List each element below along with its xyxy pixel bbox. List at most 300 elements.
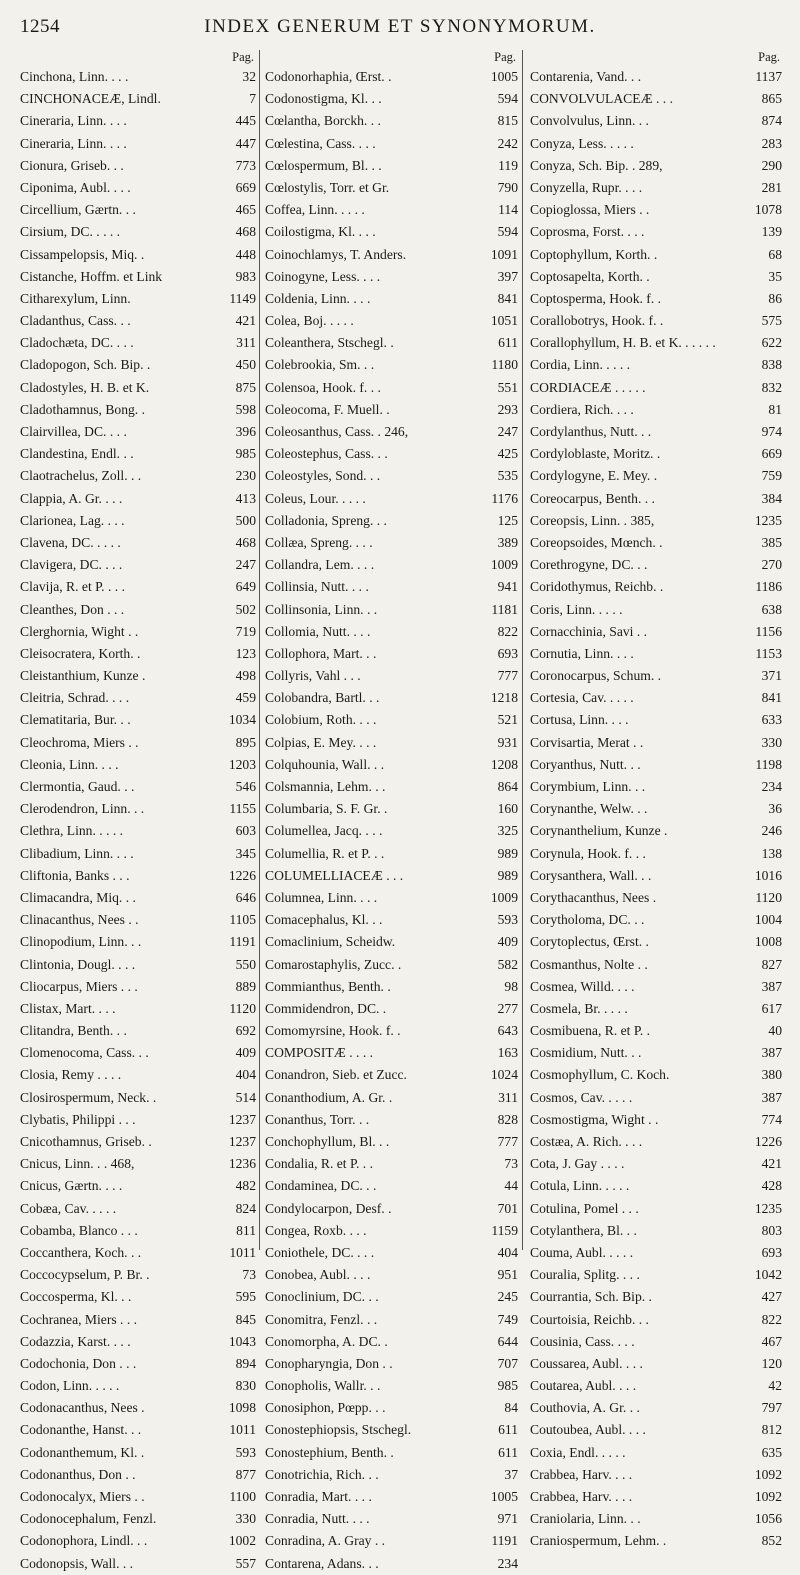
index-entry — [265, 665, 518, 687]
page-reference: 707 — [497, 1355, 518, 1371]
page-reference: 397 — [497, 268, 518, 284]
index-entry — [530, 732, 782, 754]
index-entry — [20, 1530, 256, 1552]
genus-name: Clinopodium, Linn. . . — [20, 934, 142, 950]
index-entry — [265, 576, 518, 598]
index-entry — [265, 421, 518, 443]
page-reference: 283 — [761, 135, 782, 151]
index-entry — [20, 66, 256, 88]
index-entry — [530, 110, 782, 132]
index-entry — [20, 221, 256, 243]
genus-name: Climacandra, Miq. . . — [20, 889, 136, 905]
page-reference: 163 — [497, 1045, 518, 1061]
page-reference: 73 — [242, 1267, 256, 1283]
genus-name: Cotulina, Pomel . . . — [530, 1200, 639, 1216]
genus-name: Colobium, Roth. . . . — [265, 712, 377, 728]
page-reference: 852 — [761, 1533, 782, 1549]
genus-name: Cosmophyllum, C. Koch. — [530, 1067, 670, 1083]
page-reference: 1180 — [491, 357, 518, 373]
index-entry — [265, 1087, 518, 1109]
index-entry — [265, 1198, 518, 1220]
page-reference: 68 — [768, 246, 782, 262]
page-reference: 827 — [761, 956, 782, 972]
page-reference: 1051 — [490, 313, 518, 329]
index-entry — [20, 998, 256, 1020]
genus-name: Coreocarpus, Benth. . . — [530, 490, 655, 506]
page-reference: 396 — [235, 424, 256, 439]
genus-name: Comacephalus, Kl. . . — [265, 912, 383, 928]
page-reference: 409 — [235, 1045, 256, 1061]
index-entry — [265, 354, 518, 376]
index-entry — [530, 288, 782, 310]
genus-name: Cornacchinia, Savi . . — [530, 623, 648, 639]
page-reference: 387 — [761, 1089, 782, 1105]
genus-name: Conchophyllum, Bl. . . — [265, 1134, 390, 1149]
page-reference: 498 — [235, 668, 256, 684]
genus-name: CINCHONACEÆ, Lindl. — [20, 91, 161, 107]
page-reference: 125 — [497, 512, 518, 528]
genus-name: Corallobotrys, Hook. f. . — [530, 313, 664, 329]
page-reference: 114 — [498, 202, 518, 218]
genus-name: Cœlostylis, Torr. et Gr. — [265, 179, 390, 195]
index-entry — [20, 1508, 256, 1530]
index-entry — [530, 776, 782, 798]
column-divider — [522, 50, 523, 1250]
genus-name: Columellia, R. et P. . . — [265, 845, 385, 861]
index-entry — [20, 732, 256, 754]
index-entry — [265, 1353, 518, 1375]
page-reference: 1226 — [754, 1134, 782, 1149]
page-reference: 822 — [761, 1311, 782, 1327]
index-entry — [265, 931, 518, 953]
index-entry — [530, 1309, 782, 1331]
page-reference: 293 — [497, 401, 518, 417]
page-reference: 425 — [497, 446, 518, 462]
page-reference: 773 — [235, 157, 256, 173]
index-entry — [20, 1442, 256, 1464]
page-reference: 1120 — [755, 889, 782, 905]
index-entry — [265, 532, 518, 554]
genus-name: Coreopsis, Linn. . 385, — [530, 512, 655, 528]
page-reference: 468 — [235, 224, 256, 240]
column-header — [20, 50, 256, 66]
page-reference: 123 — [235, 645, 256, 661]
page-reference: 1218 — [490, 690, 518, 706]
page-reference: 1186 — [755, 579, 782, 595]
page-reference: 428 — [761, 1178, 782, 1194]
genus-name: Cosmostigma, Wight . . — [530, 1111, 659, 1127]
page-reference: 35 — [768, 268, 782, 284]
page-reference: 1002 — [228, 1533, 256, 1549]
page-reference: 1153 — [755, 645, 782, 661]
genus-name: Condalia, R. et P. . . — [265, 1156, 373, 1172]
genus-name: Corallophyllum, H. B. et K. . . . . . — [530, 335, 716, 351]
index-entry — [530, 687, 782, 709]
genus-name: Cirsium, DC. . . . . — [20, 224, 121, 240]
index-entry — [530, 1198, 782, 1220]
page-reference: 951 — [497, 1267, 518, 1283]
page-reference: 803 — [761, 1222, 782, 1238]
page-reference: 1208 — [490, 756, 518, 772]
index-entry — [265, 1331, 518, 1353]
index-entry — [530, 1419, 782, 1441]
page-reference: 468 — [235, 534, 256, 550]
page-reference: 119 — [498, 157, 518, 173]
page-reference: 546 — [235, 779, 256, 794]
genus-name: Cineraria, Linn. . . . — [20, 113, 127, 129]
column-divider — [259, 50, 260, 1250]
genus-name: Clavigera, DC. . . . — [20, 557, 123, 573]
index-entry — [265, 1375, 518, 1397]
page-reference: 290 — [761, 157, 782, 173]
page-reference: 812 — [761, 1422, 782, 1438]
page-reference: 270 — [761, 557, 782, 573]
genus-name: Conopharyngia, Don . . — [265, 1355, 393, 1371]
genus-name: Coris, Linn. . . . . — [530, 601, 623, 617]
index-entry — [20, 1553, 256, 1575]
genus-name: Corethrogyne, DC. . . — [530, 557, 648, 573]
genus-name: Contarenia, Vand. . . — [530, 69, 642, 84]
genus-name: Couthovia, A. Gr. . . — [530, 1400, 640, 1416]
index-entry — [530, 843, 782, 865]
index-entry — [530, 820, 782, 842]
genus-name: Costæa, A. Rich. . . . — [530, 1134, 643, 1149]
index-entry — [20, 399, 256, 421]
page-reference: 622 — [761, 335, 782, 351]
genus-name: Cliocarpus, Miers . . . — [20, 978, 138, 994]
genus-name: Cordiera, Rich. . . . — [530, 401, 634, 417]
index-entry — [265, 66, 518, 88]
page-reference: 330 — [235, 1511, 256, 1527]
index-entry — [265, 1220, 518, 1242]
page-reference: 575 — [761, 313, 782, 329]
genus-name: Cosmela, Br. . . . . — [530, 1000, 628, 1016]
page-reference: 37 — [504, 1466, 518, 1482]
index-entry — [20, 443, 256, 465]
genus-name: Cornutia, Linn. . . . — [530, 645, 634, 661]
genus-name: Contarena, Adans. . . — [265, 1555, 379, 1571]
genus-name: Columellea, Jacq. . . . — [265, 823, 383, 839]
page-reference: 635 — [761, 1444, 782, 1460]
index-entry — [265, 1397, 518, 1419]
index-entry — [530, 576, 782, 598]
page-reference: 413 — [235, 490, 256, 506]
index-entry — [20, 465, 256, 487]
genus-name: Cordylogyne, E. Mey. . — [530, 468, 658, 484]
index-entry — [265, 599, 518, 621]
genus-name: Cosmos, Cav. . . . . — [530, 1089, 633, 1105]
page-reference: 1092 — [754, 1489, 782, 1504]
genus-name: Cinchona, Linn. . . . — [20, 69, 129, 84]
genus-name: Crabbea, Harv. . . . — [530, 1489, 633, 1504]
index-entry — [530, 465, 782, 487]
page-reference: 86 — [768, 290, 782, 306]
page-reference: 1191 — [229, 934, 256, 950]
genus-name: Coinochlamys, T. Anders. — [265, 246, 407, 262]
page-reference: 482 — [235, 1178, 256, 1194]
index-entry — [530, 133, 782, 155]
genus-name: Corvisartia, Merat . . — [530, 734, 644, 750]
page-reference: 247 — [235, 557, 256, 573]
genus-name: Cordyloblaste, Moritz. . — [530, 446, 661, 462]
page-reference: 40 — [768, 1023, 782, 1039]
index-entry — [530, 909, 782, 931]
index-entry — [530, 1220, 782, 1242]
page-reference: 230 — [235, 468, 256, 484]
genus-name: COMPOSITÆ . . . . — [265, 1045, 374, 1061]
genus-name: Coreopsoides, Mœnch. . — [530, 534, 663, 550]
index-entry — [265, 820, 518, 842]
index-entry — [265, 643, 518, 665]
index-entry — [530, 1109, 782, 1131]
genus-name: Codazzia, Karst. . . . — [20, 1333, 131, 1349]
genus-name: Codonocephalum, Fenzl. — [20, 1511, 157, 1527]
page-reference: 245 — [497, 1289, 518, 1305]
index-entry — [530, 954, 782, 976]
genus-name: Cousinia, Cass. . . . — [530, 1333, 635, 1349]
genus-name: Coccanthera, Koch. . . — [20, 1244, 142, 1260]
page-reference: 1043 — [228, 1333, 256, 1349]
index-entry — [530, 510, 782, 532]
page-reference: 502 — [235, 601, 256, 617]
page-reference: 989 — [497, 845, 518, 861]
index-entry — [20, 954, 256, 976]
genus-name: Cleisocratera, Korth. . — [20, 645, 141, 661]
genus-name: Condylocarpon, Desf. . — [265, 1200, 392, 1216]
genus-name: Clethra, Linn. . . . . — [20, 823, 124, 839]
index-entry — [20, 266, 256, 288]
page-reference: 593 — [497, 912, 518, 928]
genus-name: Crabbea, Harv. . . . — [530, 1466, 633, 1482]
index-entry — [530, 221, 782, 243]
page-reference: 514 — [235, 1089, 256, 1105]
index-entry — [265, 1553, 518, 1575]
page-reference: 865 — [761, 91, 782, 107]
page-title: INDEX GENERUM ET SYNONYMORUM. — [204, 16, 596, 37]
page-reference: 1005 — [490, 69, 518, 84]
column-header — [530, 50, 782, 66]
genus-name: Codonostigma, Kl. . . — [265, 91, 382, 107]
index-entry — [265, 199, 518, 221]
page-reference: 603 — [235, 823, 256, 839]
page-reference: 749 — [497, 1311, 518, 1327]
index-entry — [265, 88, 518, 110]
index-entry — [530, 931, 782, 953]
index-entry — [530, 1020, 782, 1042]
page-reference: 877 — [235, 1466, 256, 1482]
genus-name: Commianthus, Benth. . — [265, 978, 391, 994]
genus-name: Coutoubea, Aubl. . . . — [530, 1422, 646, 1438]
genus-name: Conopholis, Wallr. . . — [265, 1378, 381, 1394]
genus-name: Codon, Linn. . . . . — [20, 1378, 120, 1394]
index-entry — [530, 1375, 782, 1397]
genus-name: Cnicothamnus, Griseb. . — [20, 1134, 152, 1149]
index-entry — [20, 1109, 256, 1131]
page-reference: 1056 — [754, 1511, 782, 1527]
page-reference: 598 — [235, 401, 256, 417]
page-reference: 692 — [235, 1023, 256, 1039]
index-entry — [20, 687, 256, 709]
page-reference: 611 — [498, 1444, 518, 1460]
page-reference: 84 — [504, 1400, 518, 1416]
page-reference: 1120 — [229, 1000, 256, 1016]
index-entry — [265, 998, 518, 1020]
index-entry — [20, 1353, 256, 1375]
genus-name: Coldenia, Linn. . . . — [265, 290, 371, 306]
index-entry — [530, 1530, 782, 1552]
genus-name: Closia, Remy . . . . — [20, 1067, 122, 1083]
index-entry — [530, 1131, 782, 1153]
genus-name: Corythacanthus, Nees . — [530, 889, 657, 905]
genus-name: Congea, Roxb. . . . — [265, 1222, 367, 1238]
index-entry — [530, 709, 782, 731]
genus-name: Corynula, Hook. f. . . — [530, 845, 646, 861]
genus-name: Coinogyne, Less. . . . — [265, 268, 381, 284]
index-entry — [265, 1309, 518, 1331]
page-number: 1254 — [20, 16, 60, 37]
genus-name: Conobea, Aubl. . . . — [265, 1267, 371, 1283]
genus-name: Cladothamnus, Bong. . — [20, 401, 145, 417]
index-entry — [265, 110, 518, 132]
page-reference: 669 — [235, 179, 256, 195]
genus-name: Coronocarpus, Schum. . — [530, 668, 662, 684]
page-reference: 138 — [761, 845, 782, 861]
index-entry — [530, 643, 782, 665]
page-reference: 73 — [504, 1156, 518, 1172]
index-entry — [20, 599, 256, 621]
index-entry — [20, 288, 256, 310]
genus-name: Conanthodium, A. Gr. . — [265, 1089, 393, 1105]
page-reference: 1009 — [490, 557, 518, 573]
index-entry — [20, 887, 256, 909]
page-reference: 1181 — [491, 601, 518, 617]
genus-name: Colladonia, Spreng. . . — [265, 512, 387, 528]
page-reference: 822 — [497, 623, 518, 639]
page-reference: 1016 — [754, 867, 782, 883]
genus-name: Conostephiopsis, Stschegl. — [265, 1422, 412, 1438]
index-entry — [530, 1331, 782, 1353]
page-reference: 448 — [235, 246, 256, 262]
index-entry — [20, 754, 256, 776]
index-entry — [20, 1331, 256, 1353]
index-entry — [265, 1442, 518, 1464]
page-reference: 81 — [768, 401, 782, 417]
page-reference: 985 — [497, 1378, 518, 1394]
page-reference: 1091 — [490, 246, 518, 262]
page-reference: 160 — [497, 801, 518, 817]
genus-name: Commidendron, DC. . — [265, 1000, 387, 1016]
genus-name: Collophora, Mart. . . — [265, 645, 377, 661]
genus-name: Copioglossa, Miers . . — [530, 202, 650, 218]
index-entry — [530, 1153, 782, 1175]
page-reference: 1098 — [228, 1400, 256, 1416]
page-reference: 404 — [497, 1244, 518, 1260]
page-reference: 1235 — [754, 1200, 782, 1216]
genus-name: Cortesia, Cav. . . . . — [530, 690, 634, 706]
index-entry — [265, 687, 518, 709]
page-reference: 1155 — [229, 801, 256, 817]
genus-name: Coilostigma, Kl. . . . — [265, 224, 376, 240]
index-entry — [265, 155, 518, 177]
page-reference: 234 — [761, 779, 782, 794]
page-reference: 638 — [761, 601, 782, 617]
index-entry — [530, 1397, 782, 1419]
index-entry — [530, 1087, 782, 1109]
index-entry — [20, 177, 256, 199]
genus-name: Conomorpha, A. DC. . — [265, 1333, 388, 1349]
index-entry — [530, 976, 782, 998]
page-reference: 1149 — [229, 290, 256, 306]
page-reference: 617 — [761, 1000, 782, 1016]
page-reference: 325 — [497, 823, 518, 839]
page-reference: 931 — [497, 734, 518, 750]
page-reference: 380 — [761, 1067, 782, 1083]
index-entry — [530, 798, 782, 820]
genus-name: Collinsonia, Linn. . . — [265, 601, 378, 617]
page-reference: 311 — [498, 1089, 518, 1105]
genus-name: Colsmannia, Lehm. . . — [265, 779, 386, 794]
index-entry — [265, 1419, 518, 1441]
genus-name: Conoclinium, DC. . . — [265, 1289, 379, 1305]
genus-name: Claotrachelus, Zoll. . . — [20, 468, 142, 484]
index-entry — [265, 732, 518, 754]
index-column-1 — [20, 50, 256, 1575]
page-reference: 500 — [235, 512, 256, 528]
genus-name: Cœlospermum, Bl. . . — [265, 157, 382, 173]
genus-name: Coleocoma, F. Muell. . — [265, 401, 390, 417]
page-reference: 1078 — [754, 202, 782, 218]
page-reference: 535 — [497, 468, 518, 484]
index-entry — [20, 1220, 256, 1242]
genus-name: Clomenocoma, Cass. . . — [20, 1045, 149, 1061]
index-entry — [530, 1064, 782, 1086]
index-entry — [265, 909, 518, 931]
genus-name: Courrantia, Sch. Bip. . — [530, 1289, 652, 1305]
genus-name: Cineraria, Linn. . . . — [20, 135, 127, 151]
index-entry — [265, 976, 518, 998]
index-entry — [265, 1286, 518, 1308]
genus-name: Cosmanthus, Nolte . . — [530, 956, 648, 972]
page-reference: 824 — [235, 1200, 256, 1216]
index-entry — [530, 354, 782, 376]
page-reference: 459 — [235, 690, 256, 706]
index-entry — [20, 532, 256, 554]
index-entry — [530, 377, 782, 399]
index-entry — [20, 576, 256, 598]
genus-name: Collandra, Lem. . . . — [265, 557, 375, 573]
index-entry — [20, 133, 256, 155]
genus-name: Cliftonia, Banks . . . — [20, 867, 130, 883]
page-reference: 1009 — [490, 889, 518, 905]
page-reference: 421 — [761, 1156, 782, 1172]
index-entry — [265, 244, 518, 266]
page-reference: 551 — [497, 379, 518, 395]
genus-name: Clematitaria, Bur. . . — [20, 712, 131, 728]
index-entry — [530, 1175, 782, 1197]
genus-name: Colea, Boj. . . . . — [265, 313, 354, 329]
genus-name: Columnea, Linn. . . . — [265, 889, 378, 905]
page-reference: 830 — [235, 1378, 256, 1394]
genus-name: Clavija, R. et P. . . . — [20, 579, 125, 595]
genus-name: Clandestina, Endl. . . — [20, 446, 134, 462]
page-header — [20, 12, 780, 42]
index-entry — [20, 976, 256, 998]
index-column-2 — [265, 50, 518, 1575]
genus-name: Coffea, Linn. . . . . — [265, 202, 365, 218]
page-reference: 828 — [497, 1111, 518, 1127]
genus-name: Clibadium, Linn. . . . — [20, 845, 134, 861]
genus-name: Conradia, Nutt. . . . — [265, 1511, 370, 1527]
